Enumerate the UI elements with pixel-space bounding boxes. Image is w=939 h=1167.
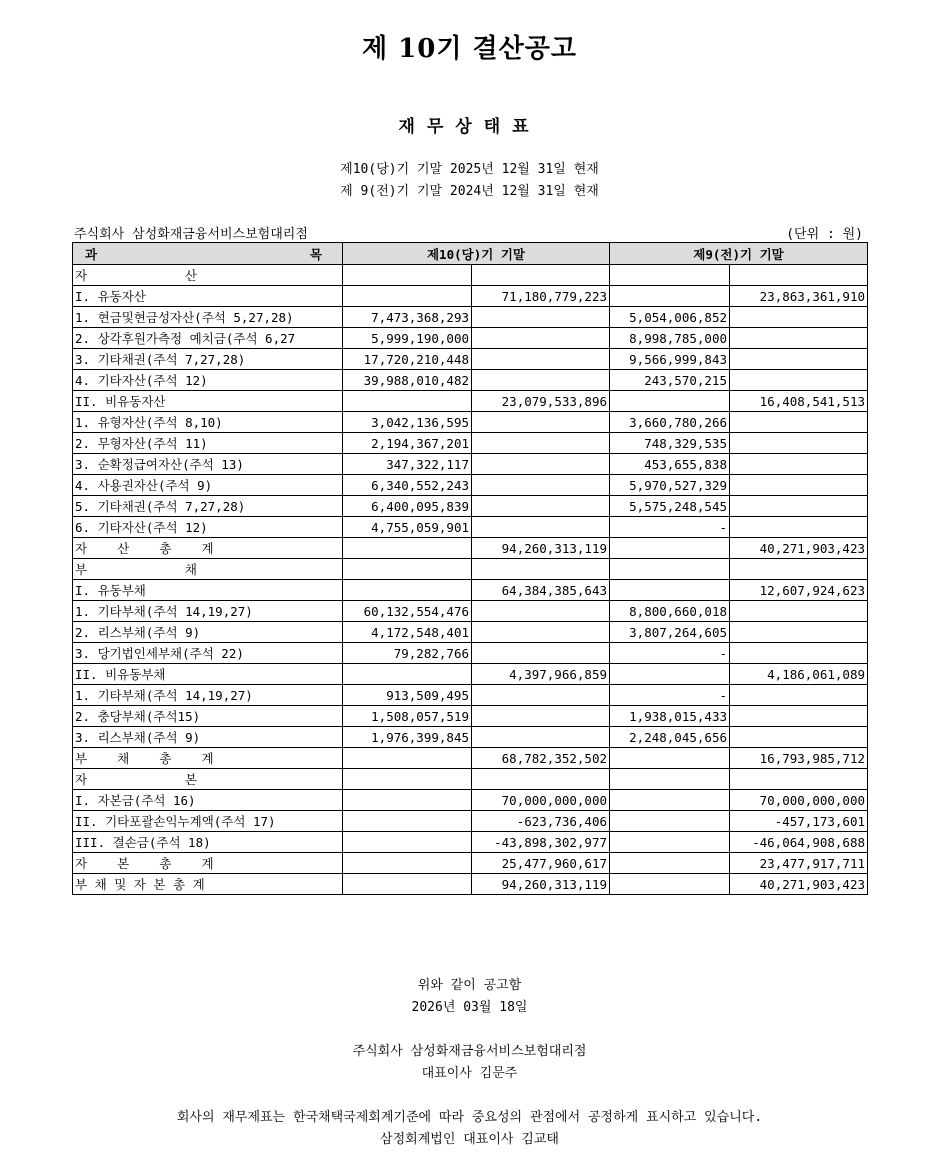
current-total-cell: 94,260,313,119 (472, 538, 610, 559)
prior-detail-cell: 5,970,527,329 (610, 475, 730, 496)
account-cell: 3. 순확정급여자산(주석 13) (73, 454, 343, 475)
current-detail-cell: 79,282,766 (343, 643, 472, 664)
prior-total-cell: 40,271,903,423 (730, 874, 868, 895)
prior-detail-cell (610, 664, 730, 685)
table-row (73, 790, 868, 811)
prior-total-cell (730, 643, 868, 664)
current-detail-cell: 17,720,210,448 (343, 349, 472, 370)
prior-detail-cell (610, 811, 730, 832)
current-total-cell (472, 769, 610, 790)
prior-detail-cell (610, 853, 730, 874)
prior-total-cell: 23,863,361,910 (730, 286, 868, 307)
account-cell: 2. 충당부채(주석15) (73, 706, 343, 727)
table-row (73, 853, 868, 874)
current-total-cell: 71,180,779,223 (472, 286, 610, 307)
prior-detail-cell: 453,655,838 (610, 454, 730, 475)
prior-detail-cell: 5,054,006,852 (610, 307, 730, 328)
current-total-cell (472, 496, 610, 517)
account-cell: 자 산 총 계 (73, 538, 343, 559)
account-cell: 부 채 및 자 본 총 계 (73, 874, 343, 895)
current-total-cell (472, 685, 610, 706)
current-detail-cell (343, 853, 472, 874)
account-cell: I. 자본금(주석 16) (73, 790, 343, 811)
account-cell: 자 본 총 계 (73, 853, 343, 874)
current-total-cell (472, 328, 610, 349)
prior-detail-cell: 8,800,660,018 (610, 601, 730, 622)
table-row (73, 307, 868, 328)
account-cell: 2. 리스부채(주석 9) (73, 622, 343, 643)
prior-total-cell (730, 328, 868, 349)
prior-total-cell (730, 496, 868, 517)
account-cell: III. 결손금(주석 18) (73, 832, 343, 853)
current-detail-cell (343, 580, 472, 601)
prior-total-cell: 16,408,541,513 (730, 391, 868, 412)
current-detail-cell: 347,322,117 (343, 454, 472, 475)
account-cell: II. 비유동자산 (73, 391, 343, 412)
table-row (73, 706, 868, 727)
table-row (73, 454, 868, 475)
account-cell: 부 채 총 계 (73, 748, 343, 769)
current-detail-cell (343, 748, 472, 769)
table-row (73, 328, 868, 349)
current-total-cell (472, 454, 610, 475)
prior-total-cell (730, 622, 868, 643)
audit-statement: 회사의 재무제표는 한국채택국제회계기준에 따라 중요성의 관점에서 공정하게 표시하고 있습니다. (176, 1110, 763, 1125)
current-detail-cell (343, 559, 472, 580)
prior-detail-cell (610, 286, 730, 307)
table-row (73, 601, 868, 622)
current-detail-cell: 2,194,367,201 (343, 433, 472, 454)
header-current-period: 제10(당)기 기말 (343, 243, 610, 265)
current-detail-cell (343, 769, 472, 790)
current-total-cell (472, 370, 610, 391)
account-cell: 2. 상각후원가측정 예치금(주석 6,27 (73, 328, 343, 349)
prior-total-cell (730, 307, 868, 328)
current-detail-cell (343, 874, 472, 895)
current-detail-cell: 1,976,399,845 (343, 727, 472, 748)
prior-total-cell (730, 433, 868, 454)
footer-company: 주식회사 삼성화재금융서비스보험대리점 (352, 1044, 587, 1059)
prior-total-cell (730, 370, 868, 391)
prior-total-cell (730, 706, 868, 727)
prior-total-cell (730, 349, 868, 370)
header-account-right: 목 (309, 246, 322, 262)
account-cell: 1. 현금및현금성자산(주석 5,27,28) (73, 307, 343, 328)
account-cell: 3. 리스부채(주석 9) (73, 727, 343, 748)
prior-total-cell: 4,186,061,089 (730, 664, 868, 685)
prior-total-cell (730, 454, 868, 475)
current-detail-cell: 6,400,095,839 (343, 496, 472, 517)
table-row (73, 538, 868, 559)
prior-detail-cell (610, 769, 730, 790)
current-total-cell (472, 559, 610, 580)
table-row (73, 874, 868, 895)
prior-total-cell: 16,793,985,712 (730, 748, 868, 769)
current-detail-cell (343, 538, 472, 559)
current-total-cell (472, 706, 610, 727)
table-row (73, 265, 868, 286)
prior-total-cell (730, 559, 868, 580)
table-row (73, 349, 868, 370)
table-row (73, 370, 868, 391)
prior-total-cell: 12,607,924,623 (730, 580, 868, 601)
current-detail-cell (343, 286, 472, 307)
prior-detail-cell (610, 580, 730, 601)
footer-ceo: 대표이사 김문주 (421, 1066, 518, 1081)
prior-detail-cell: 748,329,535 (610, 433, 730, 454)
prior-detail-cell (610, 748, 730, 769)
current-total-cell (472, 601, 610, 622)
account-cell: I. 유동부채 (73, 580, 343, 601)
notice-date: 2026년 03월 18일 (411, 1000, 528, 1015)
account-cell: 1. 유형자산(주석 8,10) (73, 412, 343, 433)
table-row (73, 622, 868, 643)
prior-detail-cell (610, 538, 730, 559)
table-row (73, 433, 868, 454)
prior-detail-cell (610, 391, 730, 412)
account-cell: 1. 기타부채(주석 14,19,27) (73, 685, 343, 706)
current-total-cell (472, 412, 610, 433)
account-cell: 3. 당기법인세부채(주석 22) (73, 643, 343, 664)
current-detail-cell: 39,988,010,482 (343, 370, 472, 391)
prior-detail-cell: 3,660,780,266 (610, 412, 730, 433)
prior-total-cell: 70,000,000,000 (730, 790, 868, 811)
current-detail-cell (343, 790, 472, 811)
current-total-cell: -43,898,302,977 (472, 832, 610, 853)
table-row (73, 391, 868, 412)
account-cell: 4. 사용권자산(주석 9) (73, 475, 343, 496)
table-row (73, 748, 868, 769)
prior-detail-cell (610, 265, 730, 286)
current-total-cell (472, 475, 610, 496)
table-row (73, 496, 868, 517)
table-row (73, 475, 868, 496)
account-cell: 3. 기타채권(주석 7,27,28) (73, 349, 343, 370)
table-row (73, 727, 868, 748)
current-total-cell: 23,079,533,896 (472, 391, 610, 412)
balance-sheet-table (72, 242, 868, 895)
table-row (73, 580, 868, 601)
prior-total-cell (730, 769, 868, 790)
current-detail-cell: 1,508,057,519 (343, 706, 472, 727)
company-name: 주식회사 삼성화재금융서비스보험대리점 (74, 227, 308, 242)
prior-total-cell: -46,064,908,688 (730, 832, 868, 853)
current-total-cell (472, 517, 610, 538)
current-detail-cell: 3,042,136,595 (343, 412, 472, 433)
account-cell: 4. 기타자산(주석 12) (73, 370, 343, 391)
current-detail-cell: 913,509,495 (343, 685, 472, 706)
table-row (73, 643, 868, 664)
account-cell: II. 비유동부채 (73, 664, 343, 685)
prior-detail-cell (610, 874, 730, 895)
table-body (73, 265, 868, 895)
current-detail-cell (343, 391, 472, 412)
table-row (73, 559, 868, 580)
current-detail-cell: 4,172,548,401 (343, 622, 472, 643)
table-row (73, 811, 868, 832)
prior-total-cell (730, 685, 868, 706)
prior-detail-cell (610, 790, 730, 811)
current-total-cell (472, 307, 610, 328)
current-total-cell (472, 349, 610, 370)
header-prior-period: 제9(전)기 기말 (610, 243, 868, 265)
table-row (73, 286, 868, 307)
prior-detail-cell: 1,938,015,433 (610, 706, 730, 727)
document-title: 제 10기 결산공고 (362, 34, 577, 64)
current-total-cell: 68,782,352,502 (472, 748, 610, 769)
current-total-cell: 4,397,966,859 (472, 664, 610, 685)
current-total-cell (472, 727, 610, 748)
notice-text: 위와 같이 공고함 (417, 978, 522, 993)
prior-total-cell: 23,477,917,711 (730, 853, 868, 874)
prior-detail-cell: 2,248,045,656 (610, 727, 730, 748)
prior-total-cell (730, 412, 868, 433)
account-cell: 1. 기타부채(주석 14,19,27) (73, 601, 343, 622)
current-total-cell (472, 433, 610, 454)
prior-detail-cell: - (610, 517, 730, 538)
header-account-left: 과 (85, 246, 98, 262)
table-row (73, 412, 868, 433)
unit-label: (단위 : 원) (786, 227, 863, 242)
header-account (73, 243, 343, 265)
table-row (73, 685, 868, 706)
current-total-cell (472, 265, 610, 286)
prior-total-cell (730, 727, 868, 748)
prior-detail-cell (610, 559, 730, 580)
account-cell: 6. 기타자산(주석 12) (73, 517, 343, 538)
current-detail-cell: 4,755,059,901 (343, 517, 472, 538)
prior-detail-cell: 243,570,215 (610, 370, 730, 391)
prior-total-cell (730, 475, 868, 496)
current-total-cell: 94,260,313,119 (472, 874, 610, 895)
account-cell: II. 기타포괄손익누계액(주석 17) (73, 811, 343, 832)
period-current: 제10(당)기 기말 2025년 12월 31일 현재 (340, 162, 599, 177)
current-detail-cell (343, 832, 472, 853)
account-cell: 자 본 (73, 769, 343, 790)
current-total-cell: 64,384,385,643 (472, 580, 610, 601)
current-total-cell: 25,477,960,617 (472, 853, 610, 874)
table-row (73, 769, 868, 790)
statement-title: 재무상태표 (398, 117, 541, 137)
prior-detail-cell: 9,566,999,843 (610, 349, 730, 370)
account-cell: 부 채 (73, 559, 343, 580)
auditor-signature: 삼정회계법인 대표이사 김교태 (380, 1132, 559, 1147)
account-cell: 2. 무형자산(주석 11) (73, 433, 343, 454)
prior-total-cell: -457,173,601 (730, 811, 868, 832)
prior-detail-cell: - (610, 643, 730, 664)
current-detail-cell: 60,132,554,476 (343, 601, 472, 622)
prior-detail-cell: 8,998,785,000 (610, 328, 730, 349)
account-cell: 5. 기타채권(주석 7,27,28) (73, 496, 343, 517)
prior-detail-cell: - (610, 685, 730, 706)
prior-detail-cell: 3,807,264,605 (610, 622, 730, 643)
prior-total-cell: 40,271,903,423 (730, 538, 868, 559)
account-cell: I. 유동자산 (73, 286, 343, 307)
period-prior: 제 9(전)기 기말 2024년 12월 31일 현재 (340, 184, 599, 199)
current-detail-cell (343, 664, 472, 685)
current-detail-cell: 5,999,190,000 (343, 328, 472, 349)
table-row (73, 832, 868, 853)
current-detail-cell (343, 811, 472, 832)
prior-total-cell (730, 601, 868, 622)
table-row (73, 664, 868, 685)
prior-total-cell (730, 517, 868, 538)
prior-total-cell (730, 265, 868, 286)
current-total-cell: 70,000,000,000 (472, 790, 610, 811)
current-detail-cell: 7,473,368,293 (343, 307, 472, 328)
prior-detail-cell (610, 832, 730, 853)
table-header-row (73, 243, 868, 265)
current-detail-cell: 6,340,552,243 (343, 475, 472, 496)
prior-detail-cell: 5,575,248,545 (610, 496, 730, 517)
current-total-cell: -623,736,406 (472, 811, 610, 832)
current-total-cell (472, 622, 610, 643)
current-total-cell (472, 643, 610, 664)
current-detail-cell (343, 265, 472, 286)
account-cell: 자 산 (73, 265, 343, 286)
table-row (73, 517, 868, 538)
